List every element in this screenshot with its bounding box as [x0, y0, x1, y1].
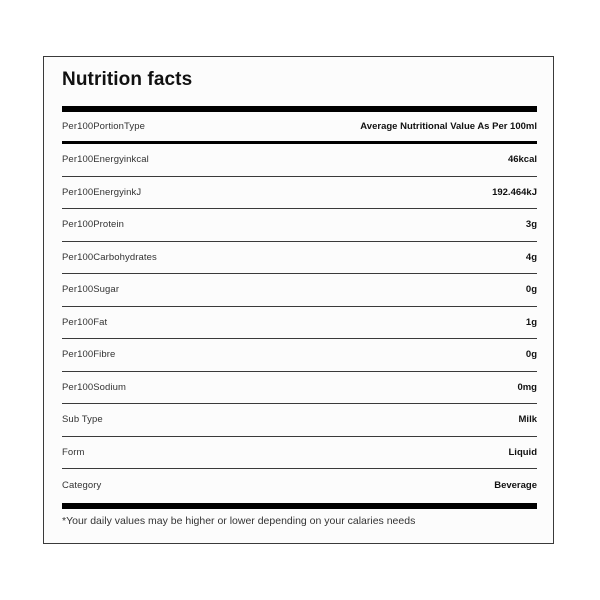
- header-label: Per100PortionType: [62, 121, 146, 132]
- table-row: [62, 404, 537, 437]
- table-row: [62, 307, 537, 340]
- table-row: [62, 274, 537, 307]
- row-label: Sub Type: [62, 414, 103, 426]
- row-value: 192.464kJ: [492, 186, 537, 198]
- table-row: [62, 209, 537, 242]
- table-row: [62, 144, 537, 177]
- nutrition-table: [62, 112, 537, 502]
- table-header-row: [62, 112, 537, 144]
- row-label: Per100Protein: [62, 219, 125, 231]
- row-label: Category: [62, 479, 102, 491]
- row-value: 3g: [525, 219, 537, 231]
- row-label: Per100Sodium: [62, 381, 127, 393]
- row-value: Beverage: [494, 479, 537, 491]
- row-value: 0g: [525, 284, 537, 296]
- table-row: [62, 372, 537, 405]
- table-row: [62, 469, 537, 502]
- row-value: Liquid: [508, 446, 537, 458]
- row-label: Per100Fibre: [62, 349, 116, 361]
- row-label: Form: [62, 446, 85, 458]
- row-value: 0mg: [517, 381, 537, 393]
- row-label: Per100Energyinkcal: [62, 154, 149, 166]
- header-value: Average Nutritional Value As Per 100ml: [360, 121, 537, 132]
- bottom-divider: [62, 503, 537, 509]
- row-value: 4g: [525, 251, 537, 263]
- table-row: [62, 177, 537, 210]
- row-label: Per100Sugar: [62, 284, 120, 296]
- row-value: 46kcal: [507, 154, 537, 166]
- row-value: Milk: [518, 414, 537, 426]
- table-row: [62, 339, 537, 372]
- nutrition-facts-card: [43, 56, 554, 544]
- row-label: Per100Fat: [62, 316, 108, 328]
- table-row: [62, 437, 537, 470]
- row-value: 0g: [525, 349, 537, 361]
- row-value: 1g: [525, 316, 537, 328]
- table-row: [62, 242, 537, 275]
- footnote: *Your daily values may be higher or lower depending on your calaries needs: [62, 515, 416, 527]
- row-label: Per100Carbohydrates: [62, 251, 157, 263]
- nutrition-title: Nutrition facts: [62, 69, 193, 90]
- row-label: Per100EnergyinkJ: [62, 186, 142, 198]
